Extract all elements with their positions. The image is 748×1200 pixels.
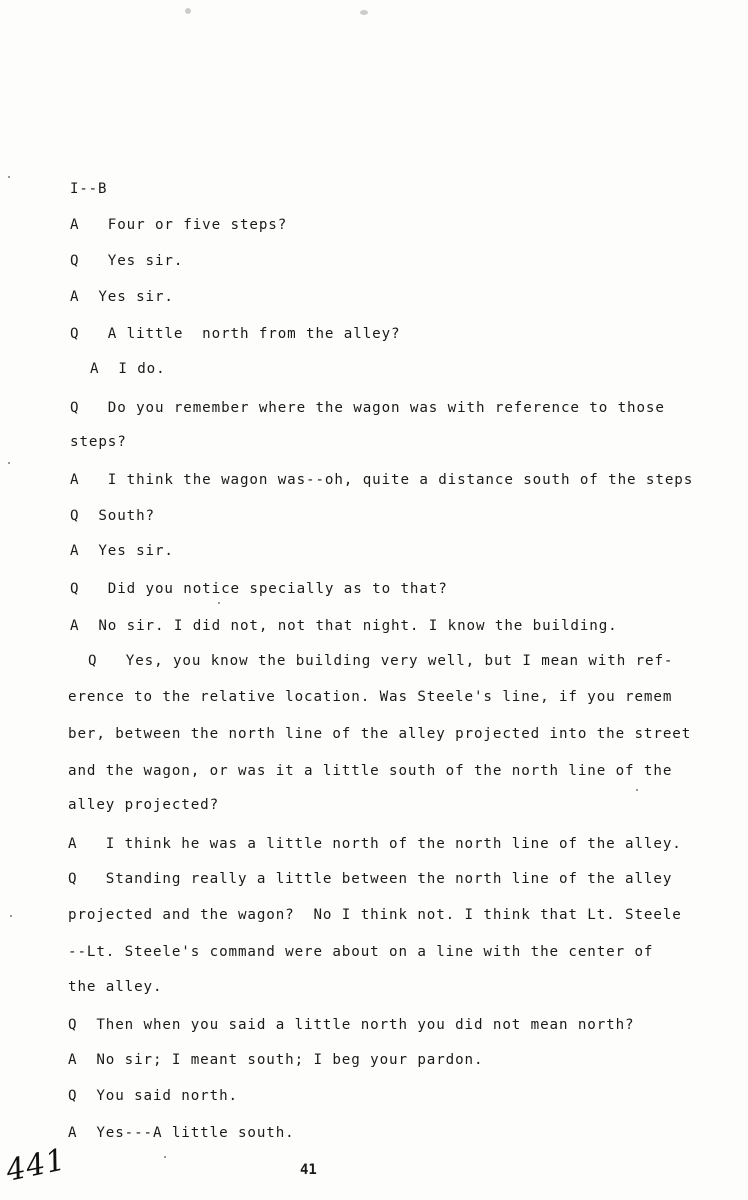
transcript-line: Q Do you remember where the wagon was with reference to those (70, 400, 665, 416)
transcript-line: Q Yes, you know the building very well, but I mean with ref- (88, 653, 674, 669)
handwritten-note: 441 (3, 1142, 70, 1189)
transcript-line: A No sir; I meant south; I beg your pardon. (68, 1052, 484, 1068)
scan-speck (10, 915, 12, 917)
section-header: I--B (70, 181, 108, 197)
transcript-line: A Yes---A little south. (68, 1125, 295, 1141)
transcript-line: A I think he was a little north of the north line of the alley. (68, 836, 682, 852)
transcript-line: Q Yes sir. (70, 253, 184, 269)
transcript-line: and the wagon, or was it a little south of the north line of the (68, 763, 673, 779)
transcript-line: Q You said north. (68, 1088, 238, 1104)
transcript-line: A I think the wagon was--oh, quite a distance south of the steps (70, 472, 694, 488)
transcript-line: Q A little north from the alley? (70, 326, 401, 342)
transcript-line: A Yes sir. (70, 289, 174, 305)
ink-mark (360, 10, 368, 15)
scan-speck (218, 602, 220, 604)
transcript-line: Q Then when you said a little north you did not mean north? (68, 1017, 635, 1033)
transcript-line: projected and the wagon? No I think not. I think that Lt. Steele (68, 907, 682, 923)
scan-speck (8, 462, 10, 464)
transcript-line: Q South? (70, 508, 155, 524)
transcript-line: A No sir. I did not, not that night. I know the building. (70, 618, 618, 634)
transcript-line: alley projected? (68, 797, 220, 813)
transcript-line: A I do. (90, 361, 166, 377)
transcript-line: A Four or five steps? (70, 217, 288, 233)
transcript-line: Q Did you notice specially as to that? (70, 581, 448, 597)
transcript-line: erence to the relative location. Was Steele's line, if you remem (68, 689, 673, 705)
transcript-line: steps? (70, 434, 127, 450)
scan-speck (8, 176, 10, 178)
page-number: 41 (300, 1162, 317, 1178)
scan-speck (164, 1156, 166, 1158)
transcript-line: ber, between the north line of the alley projected into the street (68, 726, 692, 742)
scan-speck (636, 789, 638, 791)
transcript-line: Q Standing really a little between the north line of the alley (68, 871, 673, 887)
transcript-line: the alley. (68, 979, 163, 995)
transcript-line: A Yes sir. (70, 543, 174, 559)
transcript-line: --Lt. Steele's command were about on a line with the center of (68, 944, 654, 960)
ink-mark (185, 8, 191, 14)
